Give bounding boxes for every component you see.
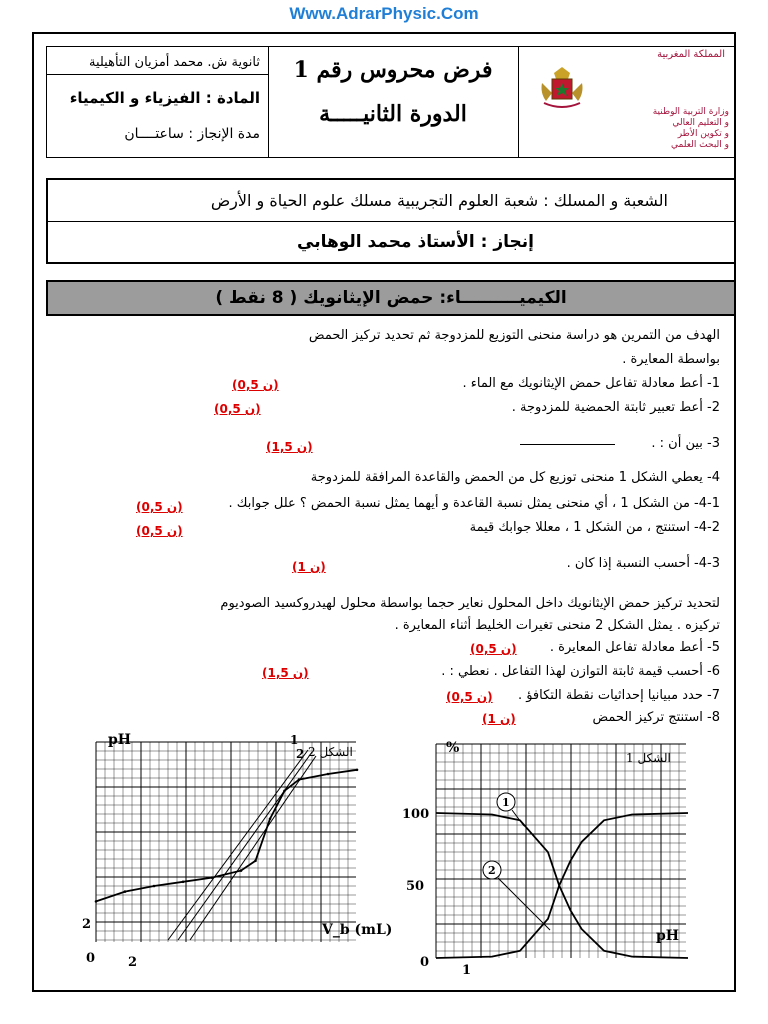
branch-box bbox=[46, 178, 736, 264]
data-point bbox=[182, 881, 185, 884]
question-4-1: 4-1- من الشكل 1 ، أي منحنى يمثل نسبة القاعدة و أيهما يمثل نسبة الحمض ؟ علل جوابك . bbox=[228, 496, 720, 511]
session: الدورة الثانيـــــة bbox=[319, 101, 467, 127]
header-logo-cell bbox=[518, 47, 735, 157]
header-table bbox=[46, 46, 736, 158]
school-name: ثانوية ش. محمد أمزيان التأهيلية bbox=[47, 51, 268, 75]
figure-2-grid bbox=[96, 742, 356, 942]
figure-1-grid bbox=[436, 744, 686, 958]
figure-1-xtick: 0 bbox=[420, 955, 430, 970]
points-q3: (1,5 ن) bbox=[266, 440, 313, 454]
ministry-line: و التعليم العالي bbox=[672, 118, 729, 128]
teacher-line: إنجاز : الأستاذ محمد الوهابي bbox=[297, 232, 534, 252]
figure-1-ytick: 50 bbox=[406, 879, 425, 894]
data-point bbox=[327, 773, 330, 776]
points-q4-1: (0,5 ن) bbox=[136, 500, 183, 514]
figure-1-ytick: 100 bbox=[402, 807, 430, 822]
figure-2-title: الشكل 2 bbox=[308, 745, 353, 759]
figure-1-xtick: 1 bbox=[462, 963, 472, 978]
question-3: 3- بين أن : . bbox=[651, 436, 720, 451]
figure-2-tangent-label: 1 bbox=[290, 733, 299, 747]
points-q7: (0,5 ن) bbox=[446, 690, 493, 704]
question-8: 8- استنتج تركيز الحمض bbox=[592, 710, 720, 725]
figure-1-ylabel: % bbox=[446, 740, 460, 756]
data-point bbox=[124, 890, 127, 893]
tangent-line bbox=[178, 752, 312, 940]
data-point bbox=[356, 769, 359, 772]
ministry-line: وزارة التربية الوطنية bbox=[652, 107, 729, 117]
points-q1: (0,5 ن) bbox=[232, 378, 279, 392]
points-q2: (0,5 ن) bbox=[214, 402, 261, 416]
intro-line: الهدف من التمرين هو دراسة منحنى التوزيع للمزدوجة ثم تحديد تركيز الحمض bbox=[308, 328, 720, 343]
duration: مدة الإنجاز : ساعتــــان bbox=[124, 126, 260, 142]
data-point bbox=[254, 860, 257, 863]
figure-2-tangent-label: 2 bbox=[296, 747, 305, 761]
header-left-cell bbox=[47, 47, 269, 157]
figure-2-ylabel: pH bbox=[108, 732, 132, 748]
figure-1-xlabel: pH bbox=[656, 928, 680, 944]
figure-1-chart bbox=[400, 730, 700, 980]
branch-line: الشعبة و المسلك : شعبة العلوم التجريبية مسلك علوم الحياة و الأرض bbox=[48, 180, 734, 222]
formula-blank bbox=[520, 444, 615, 445]
figure-2-xlabel: V_b (mL) bbox=[322, 922, 393, 938]
curve-marker-label: 1 bbox=[502, 796, 510, 809]
figure-2-ytick: 2 bbox=[82, 917, 92, 932]
points-q8: (1 ن) bbox=[482, 712, 516, 726]
intro-line: بواسطة المعايرة . bbox=[622, 352, 720, 367]
tangent-line bbox=[168, 750, 308, 940]
data-point bbox=[153, 885, 156, 888]
titration-intro: لتحديد تركيز حمض الإيثانويك داخل المحلول نعاير حجما بواسطة محلول لهيدروكسيد الصوديوم bbox=[220, 596, 720, 611]
figure-1-title: الشكل 1 bbox=[626, 751, 671, 765]
question-4-3: 4-3- أحسب النسبة إذا كان . bbox=[566, 556, 720, 571]
curve-marker-label: 2 bbox=[488, 864, 496, 877]
site-url[interactable]: Www.AdrarPhysic.Com bbox=[289, 4, 479, 23]
royal-seal-icon bbox=[536, 63, 588, 111]
question-4: 4- يعطي الشكل 1 منحنى توزيع كل من الحمض والقاعدة المرافقة للمزدوجة bbox=[310, 470, 720, 485]
question-7: 7- حدد مبيانيا إحداثيات نقطة التكافؤ . bbox=[517, 688, 720, 703]
figure-2-curve bbox=[95, 750, 359, 940]
points-q6: (1,5 ن) bbox=[262, 666, 309, 680]
figure-2-xtick: 0 bbox=[86, 951, 96, 966]
data-point bbox=[240, 869, 243, 872]
tangent-line bbox=[190, 756, 316, 940]
data-point bbox=[269, 818, 272, 821]
points-q5: (0,5 ن) bbox=[470, 642, 517, 656]
exam-title: فرض محروس رقم 1 bbox=[293, 57, 493, 83]
ministry-line: و البحث العلمي bbox=[671, 140, 729, 150]
figure-2-xtick: 2 bbox=[128, 955, 138, 970]
marker-pointer bbox=[512, 810, 524, 826]
section-title: الكيميــــــــــاء: حمض الإيثانويك ( 8 نقط ) bbox=[46, 280, 736, 316]
data-point bbox=[95, 900, 98, 903]
ministry-line: و تكوين الأطر bbox=[677, 129, 729, 139]
question-6: 6- أحسب قيمة ثابتة التوازن لهذا التفاعل . نعطي : . bbox=[441, 664, 720, 679]
header-title-cell bbox=[268, 47, 519, 157]
titration-curve bbox=[96, 770, 357, 902]
marker-pointer bbox=[498, 878, 550, 930]
ministry-block bbox=[653, 107, 729, 151]
question-5: 5- أعط معادلة تفاعل المعايرة . bbox=[549, 640, 720, 655]
points-q4-3: (1 ن) bbox=[292, 560, 326, 574]
question-4-2: 4-2- استنتج ، من الشكل 1 ، معللا جوابك قيمة bbox=[469, 520, 720, 535]
subject: المادة : الفيزياء و الكيمياء bbox=[69, 89, 260, 107]
points-q4-2: (0,5 ن) bbox=[136, 524, 183, 538]
titration-intro: تركيزه . يمثل الشكل 2 منحنى تغيرات الخليط أثناء المعايرة . bbox=[394, 618, 720, 633]
question-1: 1- أعط معادلة تفاعل حمض الإيثانويك مع الماء . bbox=[462, 376, 720, 391]
kingdom-label: المملكة المغربية bbox=[657, 49, 725, 60]
figure-2-chart bbox=[78, 730, 393, 980]
question-2: 2- أعط تعبير ثابتة الحمضية للمزدوجة . bbox=[511, 400, 720, 415]
